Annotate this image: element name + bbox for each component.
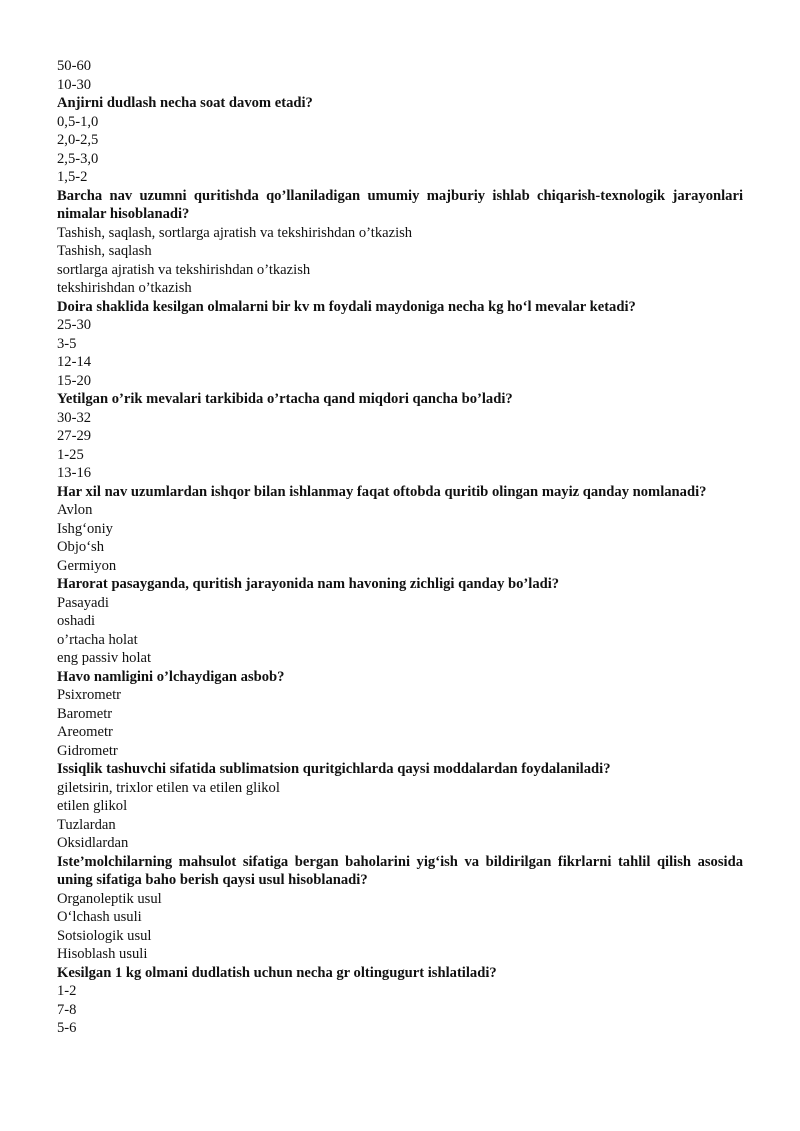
answer-option: 1-2 xyxy=(57,983,77,999)
answer-option: Barometr xyxy=(57,705,113,722)
answer-option: 1-25 xyxy=(57,446,84,463)
question-text: Anjirni dudlash necha soat davom etadi? xyxy=(57,95,313,111)
question-text: Kesilgan 1 kg olmani dudlatish uchun necha gr oltingugurt ishlatiladi? xyxy=(57,964,497,981)
question-text: Yetilgan o’rik mevalari tarkibida o’rtacha qand miqdori qancha bo’ladi? xyxy=(57,391,513,407)
question-text: Issiqlik tashuvchi sifatida sublimatsion quritgichlarda qaysi moddalardan foydalaniladi? xyxy=(57,761,611,777)
answer-option: o’rtacha holat xyxy=(57,631,138,648)
answer-option: Sotsiologik usul xyxy=(57,927,152,944)
answer-option: 5-6 xyxy=(57,1020,77,1036)
answer-option: Psixrometr xyxy=(57,687,122,703)
answer-option: 15-20 xyxy=(57,372,92,389)
answer-option: 30-32 xyxy=(57,409,92,426)
answer-option: 10-30 xyxy=(57,76,92,93)
answer-option: 1,5-2 xyxy=(57,169,88,185)
answer-option: Organoleptik usul xyxy=(57,890,162,907)
answer-option: 13-16 xyxy=(57,465,92,481)
answer-option: giletsirin, trixlor etilen va etilen glikol xyxy=(57,779,280,796)
answer-option: eng passiv holat xyxy=(57,650,152,666)
document-page xyxy=(57,57,743,1038)
question-text: Har xil nav uzumlardan ishqor bilan ishlanmay faqat oftobda quritib olingan mayiz qanday nomlanadi? xyxy=(57,483,707,500)
answer-option: oshadi xyxy=(57,613,96,629)
answer-option: 25-30 xyxy=(57,317,92,333)
answer-option: Areometr xyxy=(57,724,113,740)
answer-option: Gidrometr xyxy=(57,742,118,759)
answer-option: 50-60 xyxy=(57,58,92,74)
answer-option: sortlarga ajratish va tekshirishdan o’tkazish xyxy=(57,261,311,278)
question-text: Barcha nav uzumni quritishda qo’llaniladigan umumiy majburiy ishlab chiqarish-texnologik jarayonlari nimalar hisoblanadi? xyxy=(57,187,743,222)
answer-option: 2,5-3,0 xyxy=(57,150,99,167)
question-text: Doira shaklida kesilgan olmalarni bir kv m foydali maydoniga necha kg ho‘l mevalar ketadi? xyxy=(57,298,636,315)
answer-option: etilen glikol xyxy=(57,798,128,814)
answer-option: Avlon xyxy=(57,502,93,518)
answer-option: 12-14 xyxy=(57,354,92,370)
answer-option: Pasayadi xyxy=(57,594,109,611)
answer-option: 7-8 xyxy=(57,1001,77,1018)
answer-option: 2,0-2,5 xyxy=(57,132,99,148)
question-text: Havo namligini o’lchaydigan asbob? xyxy=(57,668,285,685)
answer-option: Tashish, saqlash, sortlarga ajratish va tekshirishdan o’tkazish xyxy=(57,224,413,241)
question-text: Iste’molchilarning mahsulot sifatiga bergan baholarini yig‘ish va bildirilgan fikrlarni tahlil qilish asosida uning sifatiga baho berish qaysi usul hisoblanadi? xyxy=(57,853,743,888)
answer-option: Ishg‘oniy xyxy=(57,520,113,537)
answer-option: Hisoblash usuli xyxy=(57,946,148,962)
answer-option: 27-29 xyxy=(57,428,92,444)
answer-option: Tuzlardan xyxy=(57,816,116,833)
answer-option: Germiyon xyxy=(57,557,117,574)
answer-option: Objo‘sh xyxy=(57,539,105,555)
answer-option: Oksidlardan xyxy=(57,835,129,851)
answer-option: tekshirishdan o’tkazish xyxy=(57,280,192,296)
question-text: Harorat pasayganda, quritish jarayonida nam havoning zichligi qanday bo’ladi? xyxy=(57,576,560,592)
answer-option: 0,5-1,0 xyxy=(57,113,99,130)
answer-option: O‘lchash usuli xyxy=(57,909,142,925)
answer-option: 3-5 xyxy=(57,335,77,352)
answer-option: Tashish, saqlash xyxy=(57,243,152,259)
